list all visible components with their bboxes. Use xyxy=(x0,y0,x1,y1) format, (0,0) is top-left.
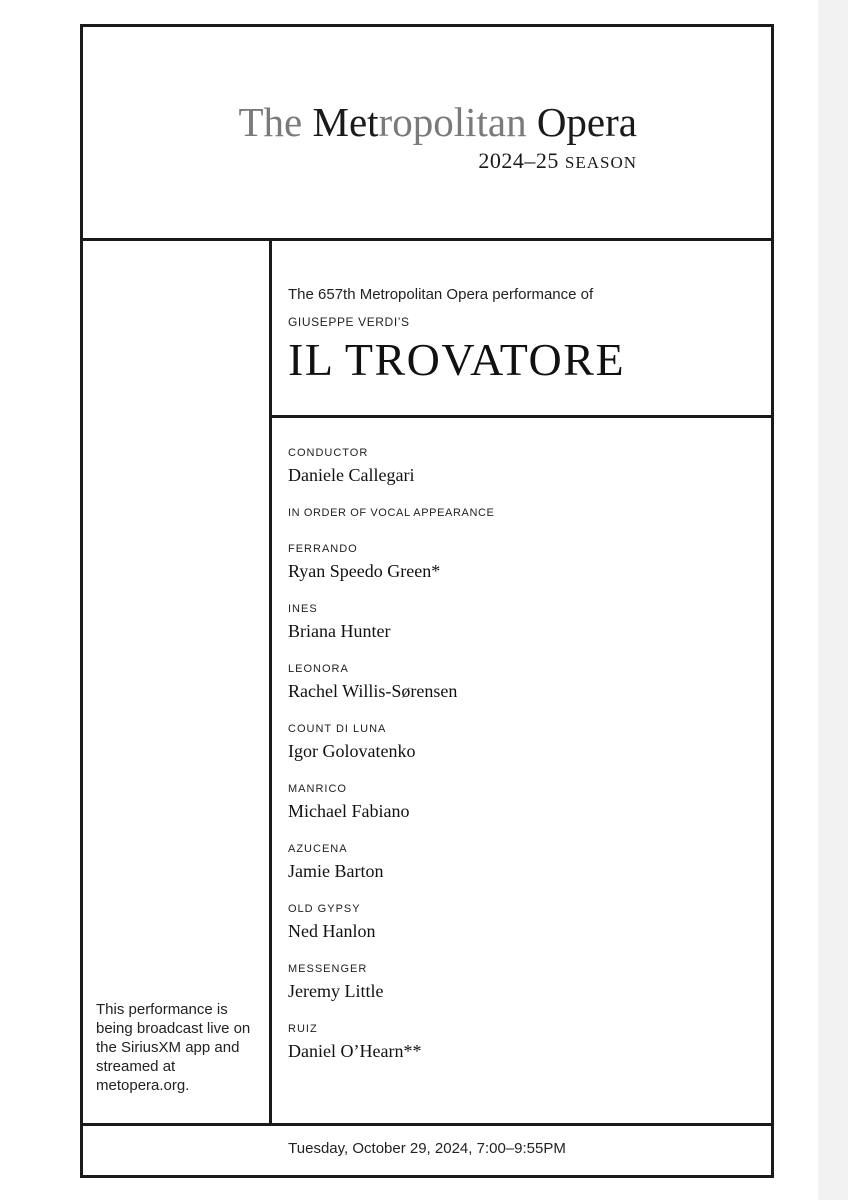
cast-entry xyxy=(288,602,495,643)
footer-divider xyxy=(80,1123,774,1126)
performer-name: Igor Golovatenko xyxy=(288,741,416,761)
title-divider xyxy=(270,415,771,418)
season-label xyxy=(239,148,638,174)
season-word: SEASON xyxy=(564,153,637,172)
cast-entry xyxy=(288,1022,495,1063)
cast-entry xyxy=(288,662,495,703)
company-name-the: The xyxy=(238,99,303,145)
conductor-entry xyxy=(288,446,495,487)
performer-name: Jamie Barton xyxy=(288,861,384,881)
performer-name: Daniel O’Hearn** xyxy=(288,1041,422,1061)
opera-title: IL TROVATORE xyxy=(288,334,626,385)
role-label: COUNT DI LUNA xyxy=(288,723,387,735)
cast-entry xyxy=(288,842,495,883)
masthead-divider xyxy=(80,238,774,241)
title-block xyxy=(288,286,625,386)
broadcast-note: This performance is being broadcast live on the SiriusXM app and streamed at metopera.org. xyxy=(96,1001,251,1094)
role-label: MANRICO xyxy=(288,783,347,795)
cast-list xyxy=(288,446,495,1063)
role-label: RUIZ xyxy=(288,1023,318,1035)
company-name-opera: Opera xyxy=(536,99,637,145)
company-name-ropolitan: ropolitan xyxy=(378,99,527,145)
role-label: CONDUCTOR xyxy=(288,447,369,459)
performer-name: Briana Hunter xyxy=(288,621,391,641)
performer-name: Daniele Callegari xyxy=(288,465,415,485)
performance-date: Tuesday, October 29, 2024, 7:00–9:55PM xyxy=(288,1140,566,1157)
cast-entry xyxy=(288,542,495,583)
performer-name: Ryan Speedo Green* xyxy=(288,561,441,581)
role-label: AZUCENA xyxy=(288,843,348,855)
role-label: OLD GYPSY xyxy=(288,903,361,915)
cast-entry xyxy=(288,902,495,943)
cast-entry xyxy=(288,722,495,763)
role-label: LEONORA xyxy=(288,663,349,675)
performer-name: Rachel Willis-Sørensen xyxy=(288,681,458,701)
masthead xyxy=(239,96,638,174)
cast-entry xyxy=(288,782,495,823)
company-name xyxy=(239,96,638,148)
role-label: INES xyxy=(288,603,318,615)
column-divider-left xyxy=(269,238,272,1126)
order-note: IN ORDER OF VOCAL APPEARANCE xyxy=(288,507,495,519)
role-label: MESSENGER xyxy=(288,963,368,975)
performer-name: Michael Fabiano xyxy=(288,801,410,821)
performer-name: Jeremy Little xyxy=(288,981,384,1001)
performance-line: The 657th Metropolitan Opera performance of xyxy=(288,286,594,303)
company-name-met: Met xyxy=(312,99,379,145)
season-years: 2024–25 xyxy=(478,148,559,173)
cast-entry xyxy=(288,962,495,1003)
role-label: FERRANDO xyxy=(288,543,358,555)
performer-name: Ned Hanlon xyxy=(288,921,376,941)
composer: GIUSEPPE VERDI’S xyxy=(288,315,410,329)
